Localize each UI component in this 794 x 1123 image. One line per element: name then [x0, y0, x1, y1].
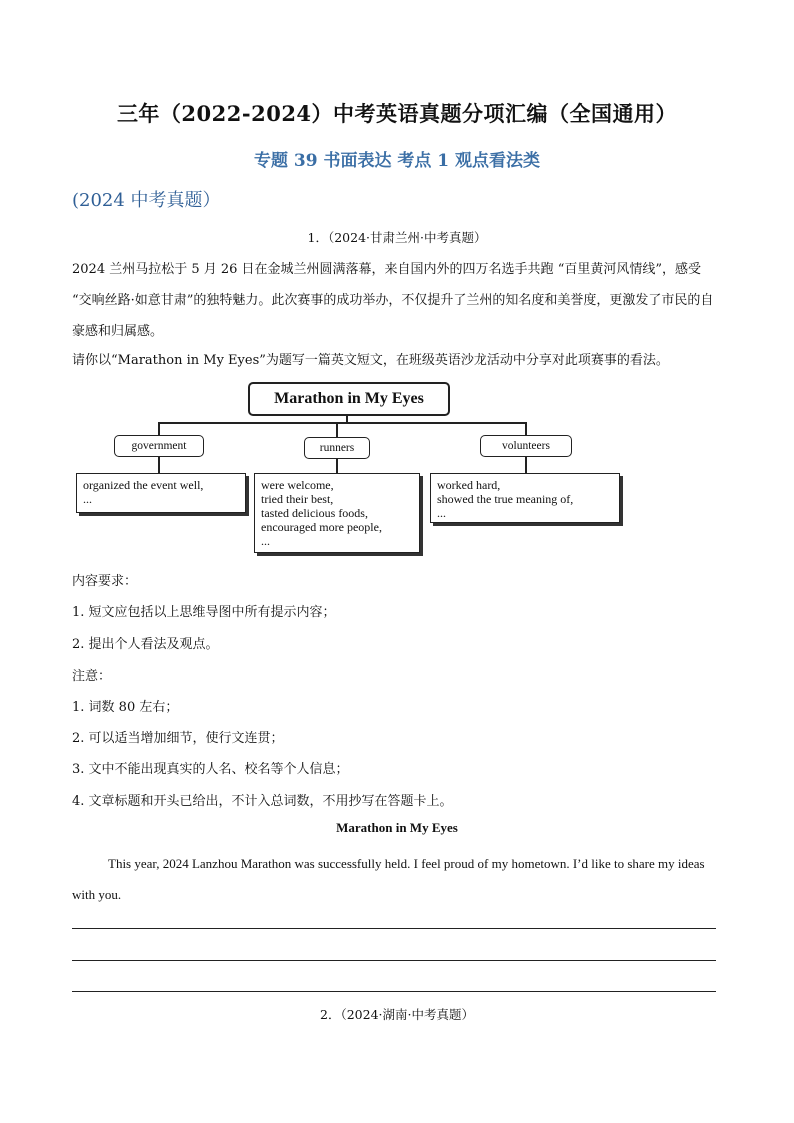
mind-map-detail: ...: [437, 506, 446, 520]
mind-map-connector: [525, 456, 527, 473]
essay-opening: This year, 2024 Lanzhou Marathon was successfully held. I feel proud of my hometown. I’d like to share my ideas with you.: [72, 856, 705, 902]
question-2-number: 2．（2024·湖南·中考真题）: [320, 1007, 474, 1022]
mind-map-detail: ...: [261, 534, 270, 548]
mind-map-details-government: [76, 473, 246, 513]
notes-title: 注意：: [72, 669, 112, 684]
page-title: 三年（2022-2024）中考英语真题分项汇编（全国通用）: [116, 101, 678, 126]
topic-subtitle: 专题 39 书面表达 考点 1 观点看法类: [253, 151, 541, 171]
mind-map-detail: were welcome,: [261, 478, 334, 492]
mind-map-branch-runners: runners: [304, 437, 370, 459]
mind-map: [72, 375, 632, 565]
note-item: 3. 文中不能出现真实的人名、校名等个人信息；: [72, 762, 349, 777]
note-item: 4. 文章标题和开头已给出，不计入总词数，不用抄写在答题卡上。: [72, 794, 453, 809]
mind-map-detail: organized the event well,: [83, 478, 204, 492]
mind-map-detail: tasted delicious foods,: [261, 506, 368, 520]
mind-map-detail: encouraged more people,: [261, 520, 382, 534]
question-1-intro: 2024 兰州马拉松于 5 月 26 日在金城兰州圆满落幕，来自国内外的四万名选手共跑 “百里黄河风情线”，感受 “交响丝路·如意甘肃”的独特魅力。此次赛事的成功举办，不仅提升了兰州的知名度和美誉度，更激发了市民的自豪感和归属感。: [72, 262, 714, 339]
note-item: 1. 词数 80 左右；: [72, 700, 179, 715]
mind-map-detail: ...: [83, 492, 92, 506]
mind-map-details-volunteers: [430, 473, 620, 523]
mind-map-connector: [158, 422, 160, 435]
mind-map-root: Marathon in My Eyes: [248, 382, 450, 416]
mind-map-detail: showed the true meaning of,: [437, 492, 574, 506]
mind-map-details-runners: [254, 473, 420, 553]
answer-line[interactable]: [72, 928, 716, 929]
mind-map-branch-government: government: [114, 435, 204, 457]
mind-map-branch-volunteers: volunteers: [480, 435, 572, 457]
content-requirement-item: 1. 短文应包括以上思维导图中所有提示内容；: [72, 605, 336, 620]
mind-map-connector: [158, 456, 160, 473]
content-requirements-title: 内容要求：: [72, 574, 138, 589]
answer-line[interactable]: [72, 991, 716, 992]
section-heading: (2024 中考真题）: [72, 190, 221, 211]
mind-map-connector: [158, 422, 526, 424]
mind-map-detail: worked hard,: [437, 478, 501, 492]
mind-map-connector: [336, 458, 338, 473]
question-1-number: 1．（2024·甘肃兰州·中考真题）: [307, 230, 487, 245]
mind-map-connector: [525, 422, 527, 435]
content-requirement-item: 2. 提出个人看法及观点。: [72, 637, 219, 652]
mind-map-connector: [336, 422, 338, 437]
note-item: 2. 可以适当增加细节，使行文连贯；: [72, 731, 284, 746]
answer-line[interactable]: [72, 960, 716, 961]
mind-map-detail: tried their best,: [261, 492, 334, 506]
essay-title: Marathon in My Eyes: [336, 820, 458, 835]
question-1-prompt: 请你以“Marathon in My Eyes”为题写一篇英文短文，在班级英语沙龙活动中分享对此项赛事的看法。: [72, 353, 669, 368]
